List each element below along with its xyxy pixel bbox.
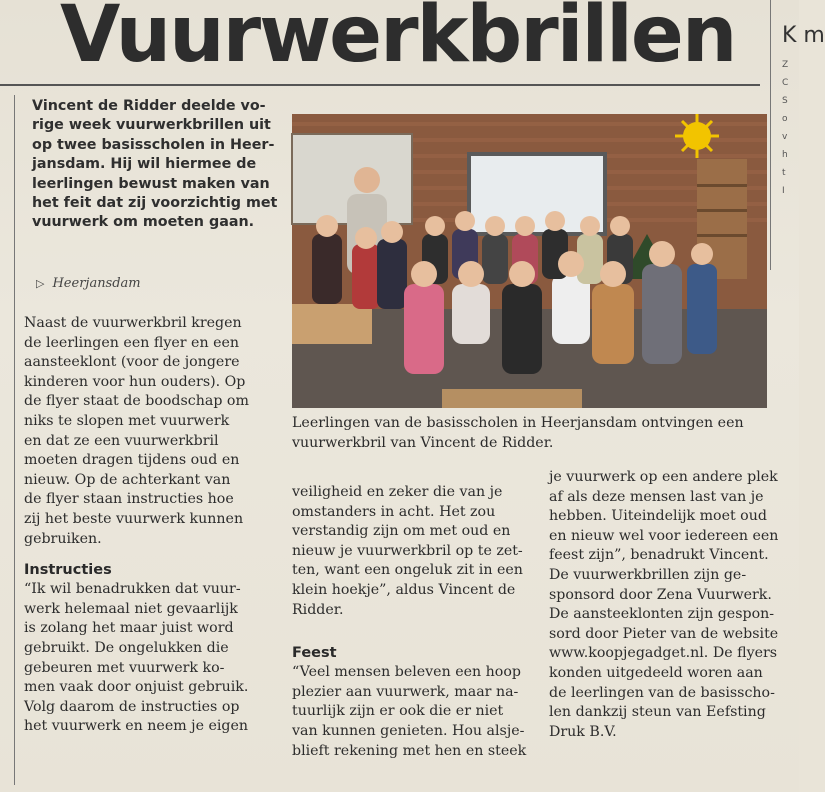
body-line: en nieuw wel voor iedereen een	[549, 527, 779, 544]
column-rule-left	[14, 95, 15, 785]
body-line: men vaak door onjuist gebruik.	[24, 679, 249, 696]
article-headline: Vuurwerkbrillen	[60, 0, 736, 80]
body-line: len dankzij steun van Eefsting	[549, 704, 766, 721]
body-line: veiligheid en zeker die van je	[292, 484, 503, 500]
intro-line: leerlingen bewust maken van	[32, 175, 270, 192]
body-line: tuurlijk zijn er ook die er niet	[292, 703, 504, 720]
dateline	[36, 276, 141, 291]
adjacent-text-fragment: h	[782, 150, 788, 160]
body-line: Naast de vuurwerkbril kregen	[24, 315, 242, 331]
body-line: www.koopjegadget.nl. De flyers	[549, 645, 778, 662]
column1-paragraph-2	[24, 580, 277, 737]
body-line: kinderen voor hun ouders). Op	[24, 373, 246, 390]
adjacent-article-title: K m	[782, 23, 825, 48]
headline-rule	[0, 84, 760, 86]
body-line: klein hoekje”, aldus Vincent de	[292, 581, 516, 598]
intro-line: rige week vuurwerkbrillen uit	[32, 117, 271, 134]
body-line: Druk B.V.	[549, 723, 617, 740]
subhead-instructies: Instructies	[24, 562, 112, 579]
body-line: gebruikt. De ongelukken die	[24, 639, 229, 656]
column-rule-right	[770, 0, 771, 270]
body-line: van kunnen genieten. Hou alsje-	[292, 722, 525, 739]
body-line: de leerlingen van de basisscho-	[549, 684, 775, 701]
body-line: de flyer staat de boodschap om	[24, 393, 249, 410]
class-photo-image	[292, 114, 767, 408]
column2-paragraph	[292, 483, 540, 620]
body-line: feest zijn”, benadrukt Vincent.	[549, 547, 769, 564]
body-line: blieft rekening met hen en steek	[292, 742, 527, 759]
body-line: werk helemaal niet gevaarlijk	[24, 600, 238, 617]
body-line: “Veel mensen beleven een hoop	[292, 664, 521, 681]
body-line: gebruiken.	[24, 530, 102, 547]
adjacent-article-fragment	[782, 22, 825, 200]
body-line: moeten dragen tijdens oud en	[24, 452, 240, 469]
adjacent-article-text	[782, 56, 799, 200]
body-line: nieuw je vuurwerkbril op te zet-	[292, 542, 523, 559]
body-column-2	[292, 483, 540, 761]
article-intro	[32, 97, 284, 233]
dateline-location: Heerjansdam	[52, 276, 141, 291]
adjacent-text-fragment: v	[782, 132, 788, 142]
body-line: konden uitgedeeld woren aan	[549, 664, 763, 681]
column3-paragraph	[549, 468, 794, 742]
body-line: af als deze mensen last van je	[549, 488, 764, 505]
body-line: aansteeklont (voor de jongere	[24, 354, 240, 371]
body-line: hebben. Uiteindelijk moet oud	[549, 508, 767, 525]
body-line: Volg daarom de instructies op	[24, 698, 240, 715]
body-line: sponsord door Zena Vuurwerk.	[549, 586, 772, 603]
body-line: omstanders in acht. Het zou	[292, 503, 496, 520]
body-line: het vuurwerk en neem je eigen	[24, 718, 249, 735]
subhead-feest: Feest	[292, 645, 337, 662]
triangle-icon: ▷	[36, 277, 45, 290]
class-photo	[292, 114, 767, 408]
adjacent-text-fragment: I	[782, 186, 785, 196]
body-line: plezier aan vuurwerk, maar na-	[292, 683, 519, 700]
body-line: niks te slopen met vuurwerk	[24, 412, 230, 429]
photo-caption	[292, 414, 782, 453]
caption-line: vuurwerkbril van Vincent de Ridder.	[292, 434, 554, 451]
body-line: nieuw. Op de achterkant van	[24, 471, 231, 488]
body-line: De vuurwerkbrillen zijn ge-	[549, 566, 747, 583]
intro-line: op twee basisscholen in Heer-	[32, 136, 275, 153]
body-line: is zolang het maar juist word	[24, 620, 234, 637]
intro-line: vuurwerk om moeten gaan.	[32, 214, 255, 231]
intro-line: jansdam. Hij wil hiermee de	[32, 156, 257, 173]
body-line: je vuurwerk op een andere plek	[549, 469, 778, 485]
body-line: de flyer staan instructies hoe	[24, 491, 234, 508]
body-line: ten, want een ongeluk zit in een	[292, 562, 523, 579]
body-line: Ridder.	[292, 601, 344, 618]
adjacent-text-fragment: t	[782, 168, 786, 178]
body-line: gebeuren met vuurwerk ko-	[24, 659, 225, 676]
adjacent-text-fragment: o	[782, 114, 788, 124]
body-line: verstandig zijn om met oud en	[292, 523, 511, 540]
body-column-3	[549, 468, 794, 742]
body-line: zij het beste vuurwerk kunnen	[24, 510, 244, 527]
adjacent-text-fragment: S	[782, 96, 788, 106]
body-line: en dat ze een vuurwerkbril	[24, 432, 219, 449]
intro-line: het feit dat zij voorzichtig met	[32, 195, 278, 212]
caption-line: Leerlingen van de basisscholen in Heerjansdam ontvingen een	[292, 415, 744, 431]
column1-paragraph	[24, 314, 277, 549]
body-line: de leerlingen een flyer en een	[24, 334, 240, 351]
intro-line: Vincent de Ridder deelde vo-	[32, 98, 266, 114]
adjacent-text-fragment: Z	[782, 60, 789, 70]
body-column-1	[24, 314, 277, 737]
column2-paragraph-2	[292, 663, 540, 761]
adjacent-text-fragment: C	[782, 78, 789, 88]
body-line: “Ik wil benadrukken dat vuur-	[24, 581, 241, 598]
body-line: De aansteeklonten zijn gespon-	[549, 606, 775, 623]
body-line: sord door Pieter van de website	[549, 625, 779, 642]
